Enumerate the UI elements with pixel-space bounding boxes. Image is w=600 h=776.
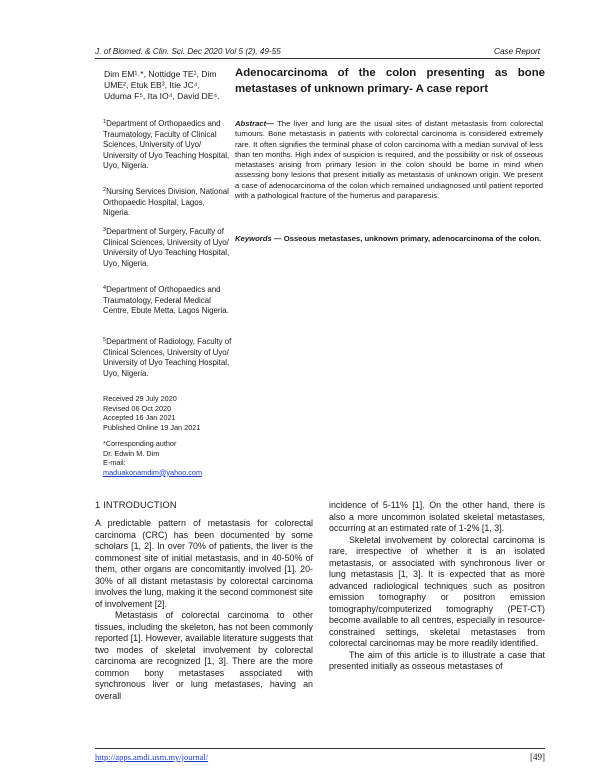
paragraph: incidence of 5-11% [1]. On the other hand, there is also a more uncommon isolated skeletal metastases, occurring at an estimated rate of 1-2% [1, 3]. [329,500,545,533]
affiliation-1: $^1$Department of Orthopaedics and Traumatology, Faculty of Clinical Sciences, University of Uyo/ University of Uyo Teaching Hospital, Uyo, Nigeria. [103,119,230,170]
paragraph: A predictable pattern of metastasis for colorectal carcinoma (CRC) has been documented by some scholars [1, 2]. In over 70% of patients, the liver is the commonest site of initial metastasis, and in 40-50% of them, other organs are concomitantly involved [1]. 20-30% of all distant metastasis by colorectal carcinoma involves the lung, making it the second commonest site of involvement [2]. [95,518,313,609]
paragraph: Metastasis of colorectal carcinoma to other tissues, including the skeleton, has not been commonly reported [1]. However, available literature suggests that two modes of skeletal involvement by colorectal carcinoma are recognized [1, 3]. There are the more common bony metastases associated with synchronous liver or lung metastases, having an overall [95,610,313,701]
running-header [95,47,540,59]
journal-url-link[interactable]: http://apps.amdi.usm.my/journal/ [95,752,209,762]
author-line: Uduma F⁵, Ita IO⁴, David DE⁴. [104,91,220,101]
author-line: Dim EM¹˒*, Nottidge TE¹, Dim [104,69,217,79]
affiliation-4: $^4$Department of Orthopaedics and Traumatology, Federal Medical Centre, Ebute Metta, Lagos Nigeria. [103,285,229,315]
paragraph: Skeletal involvement by colorectal carcinoma is rare, irrespective of whether it is an isolated metastasis, or associated with synchronous liver or lung metastasis [1, 3]. It is expected that as more advanced radiological techniques such as positron emission tomography or positron emission tomography/computerized tomography (PET-CT) become available to all centres, especially in resource-constrained settings, skeletal metastases from colorectal carcinomas may be more readily identified. [329,534,545,648]
published-date: Published Online 19 Jan 2021 [103,422,201,432]
email-link[interactable]: maduakonamdim@yahoo.com [103,467,203,477]
body-column-right [329,500,545,673]
affiliation-3: $^3$Department of Surgery, Faculty of Clinical Sciences, University of Uyo/ University of Uyo Teaching Hospital, Uyo, Nigeria. [103,227,230,268]
author-line: UME², Etuk EB³, Itie JC⁴, [104,80,200,90]
abstract [235,119,543,201]
footer-divider [95,748,545,749]
article-dates [103,394,238,432]
accepted-date: Accepted 16 Jan 2021 [103,413,176,422]
section-heading: 1 INTRODUCTION [95,500,177,510]
corresponding-author [103,439,243,477]
received-date: Received 29 July 2020 [103,394,177,403]
keywords-label: Keywords — [235,234,282,243]
article-title: Adenocarcinoma of the colon presenting as bone metastases of unknown primary- A case report [235,67,545,95]
page-number: [49] [530,752,545,762]
body-column-left [95,518,313,702]
keywords-text: Osseous metastases, unknown primary, adenocarcinoma of the colon. [281,234,542,243]
email-label: E-mail: [103,458,126,467]
abstract-text: The liver and lung are the usual sites of distant metastasis from colorectal tumours. Bone metastasis in patients with colorectal carcinoma is considered extremely rare. It often signifies the terminal phase of colon carcinoma with a median survival of less than ten months. High index of suspicion is required, and the possibility or risk of osseous metastases arising from primary lesion in the colon should be borne in mind when assessing bony lesions that present initially as metastasis of unknown origin. We present a case of adenocarcinoma of the colon which remained undiagnosed until patient reported with a pathological fracture of the humerus and paraparesis. [235,119,543,201]
revised-date: Revised 06 Oct 2020 [103,403,172,413]
paragraph: The aim of this article is to illustrate a case that presented initially as osseous metastases of [329,649,545,671]
corresponding-name: Dr. Edwin M. Dim [103,448,160,458]
abstract-label: Abstract— [235,119,274,128]
author-list [104,69,232,102]
article-type: Case Report [494,47,540,56]
keywords [235,234,543,244]
journal-citation: J. of Biomed. & Clin. Sci. Dec 2020 Vol 5 (2), 49-55 [95,47,281,56]
affiliation-5: $^5$Department of Radiology, Faculty of Clinical Sciences, University of Uyo/ University of Uyo Teaching Hospital, Uyo, Nigeria. [103,337,232,378]
corresponding-label: *Corresponding author [103,439,177,448]
affiliation-2: $^2$Nursing Services Division, National Orthopaedic Hospital, Lagos, Nigeria. [103,187,229,217]
